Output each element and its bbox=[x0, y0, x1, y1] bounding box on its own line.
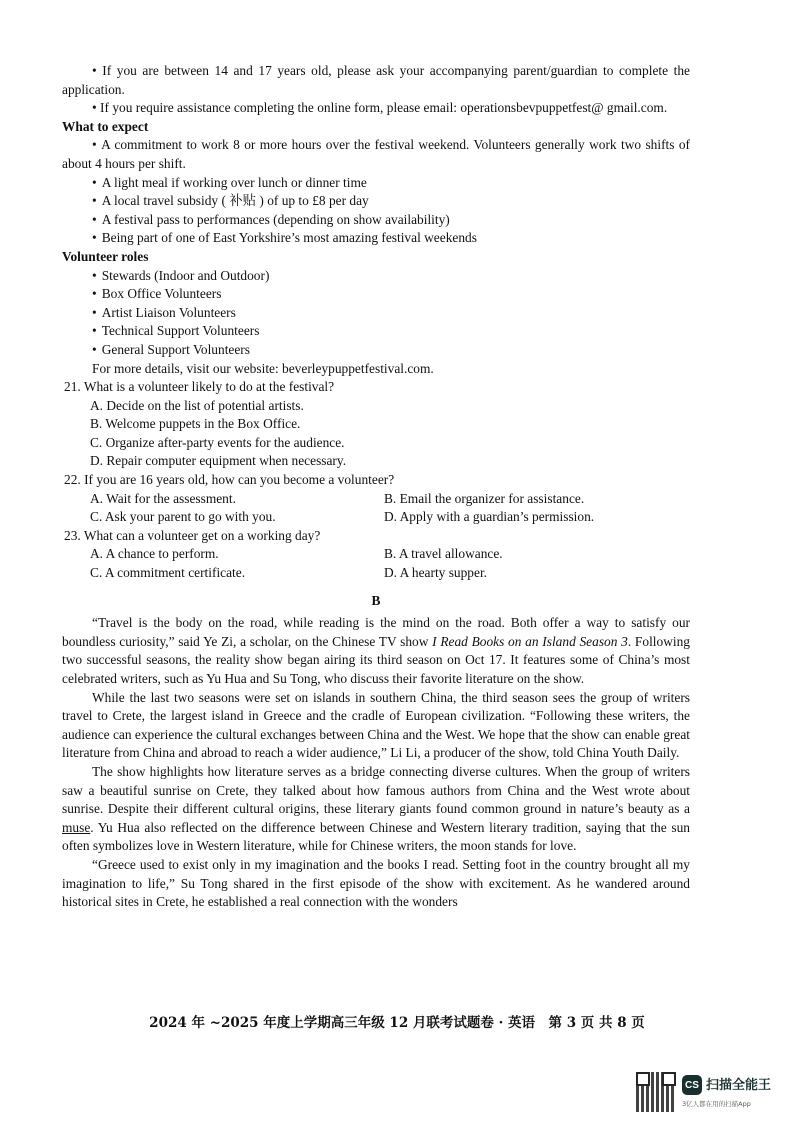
role-item: • Stewards (Indoor and Outdoor) bbox=[62, 267, 690, 286]
passage-paragraph-2: While the last two seasons were set on islands in southern China, the third season sees the group of writers travel to Crete, the largest island in Greece and the cradle of European civilization. “Following these writers, the audience can experience the cultural exchanges between China and the West. We hope that the show can enable great literature from China and abroad to reach a wider audience,” Li Li, a producer of the show, told China Youth Daily. bbox=[62, 689, 690, 761]
question-21-option-b: B. Welcome puppets in the Box Office. bbox=[90, 416, 301, 432]
role-item: • Artist Liaison Volunteers bbox=[62, 304, 690, 323]
question-23-option-d: D. A hearty supper. bbox=[384, 565, 488, 581]
question-22-options-row bbox=[62, 508, 690, 527]
bullet-age-requirement: • If you are between 14 and 17 years old, please ask your accompanying parent/guardian to complete the application. bbox=[62, 63, 690, 97]
qr-code-icon bbox=[636, 1072, 676, 1112]
passage-paragraph-4: “Greece used to exist only in my imagination and the books I read. Setting foot in the country brought all my imagination to life,” Su Tong shared in the first episode of the show with excitement. As he wandered around historical sites in Crete, he established a real connection with the wonders bbox=[62, 856, 690, 910]
question-21-stem: 21. What is a volunteer likely to do at the festival? bbox=[64, 379, 335, 395]
role-item: • Technical Support Volunteers bbox=[62, 322, 690, 341]
question-21-option-a: A. Decide on the list of potential artists. bbox=[90, 397, 304, 413]
question-22-option-b: B. Email the organizer for assistance. bbox=[384, 490, 585, 506]
question-23-stem: 23. What can a volunteer get on a working day? bbox=[64, 527, 321, 543]
scanner-app-name: 扫描全能王 bbox=[706, 1078, 772, 1093]
expect-item: • A festival pass to performances (depending on show availability) bbox=[62, 211, 690, 230]
question-22-options-row bbox=[62, 490, 690, 509]
question-23-options-row bbox=[62, 545, 690, 564]
passage-paragraph-1: “Travel is the body on the road, while reading is the mind on the road. Both offer a way to satisfy our boundless curiosity,” said Ye Zi, a scholar, on the Chinese TV show I Read Books on an Island Season 3. Following two successful seasons, the reality show began airing its third season on Oct 17. It features some of China’s most celebrated writers, such as Yu Hua and Su Tong, who discuss their favorite literature on the show. bbox=[62, 615, 690, 686]
question-21-option-c: C. Organize after-party events for the audience. bbox=[90, 434, 345, 450]
role-item: • General Support Volunteers bbox=[62, 341, 690, 360]
bullet-assistance-email: • If you require assistance completing the online form, please email: operationsbevpuppetfest@ gmail.com. bbox=[92, 100, 668, 116]
question-22-option-c: C. Ask your parent to go with you. bbox=[90, 509, 276, 525]
question-22-option-a: A. Wait for the assessment. bbox=[90, 490, 236, 506]
expect-heading: What to expect bbox=[62, 118, 149, 134]
question-23-options-row bbox=[62, 564, 690, 583]
role-item: • Box Office Volunteers bbox=[62, 285, 690, 304]
question-22-option-d: D. Apply with a guardian’s permission. bbox=[384, 509, 595, 525]
question-23-option-a: A. A chance to perform. bbox=[90, 546, 219, 562]
camscanner-logo-icon: CS bbox=[682, 1075, 702, 1095]
expect-item: • A light meal if working over lunch or dinner time bbox=[62, 174, 690, 193]
passage-paragraph-3: The show highlights how literature serves as a bridge connecting diverse cultures. When the group of writers saw a beautiful sunrise on Crete, they talked about how famous authors from China and the West wrote about sunrise. Despite their different cultural origins, these literary giants found common ground in nature’s beauty as a muse. Yu Hua also reflected on the difference between Chinese and Western literary tradition, saying that the sun often symbolizes love in Western literature, while for Chinese writers, the moon stands for love. bbox=[62, 763, 690, 854]
expect-item: • A local travel subsidy ( 补贴 ) of up to £8 per day bbox=[62, 192, 690, 211]
section-b-label: B bbox=[371, 592, 381, 608]
expect-item: • Being part of one of East Yorkshire’s most amazing festival weekends bbox=[62, 229, 690, 248]
exam-page bbox=[62, 62, 690, 912]
scanner-app-tagline: 3亿人都在用的扫描App bbox=[682, 1100, 751, 1108]
more-details: For more details, visit our website: beverleypuppetfestival.com. bbox=[92, 360, 434, 376]
page-footer: 2024 年 ~2025 年度上学期高三年级 12 月联考试题卷 · 英语 第 3 页 共 8 页 bbox=[149, 1015, 645, 1031]
question-21-option-d: D. Repair computer equipment when necessary. bbox=[90, 453, 347, 469]
underlined-word: muse bbox=[62, 819, 91, 835]
roles-heading: Volunteer roles bbox=[62, 248, 149, 264]
expect-item: • A commitment to work 8 or more hours over the festival weekend. Volunteers generally work two shifts of about 4 hours per shift. bbox=[62, 137, 690, 171]
question-23-option-c: C. A commitment certificate. bbox=[90, 565, 246, 581]
show-title: I Read Books on an Island Season 3 bbox=[432, 633, 628, 649]
question-23-option-b: B. A travel allowance. bbox=[384, 546, 503, 562]
question-22-stem: 22. If you are 16 years old, how can you become a volunteer? bbox=[64, 472, 395, 488]
